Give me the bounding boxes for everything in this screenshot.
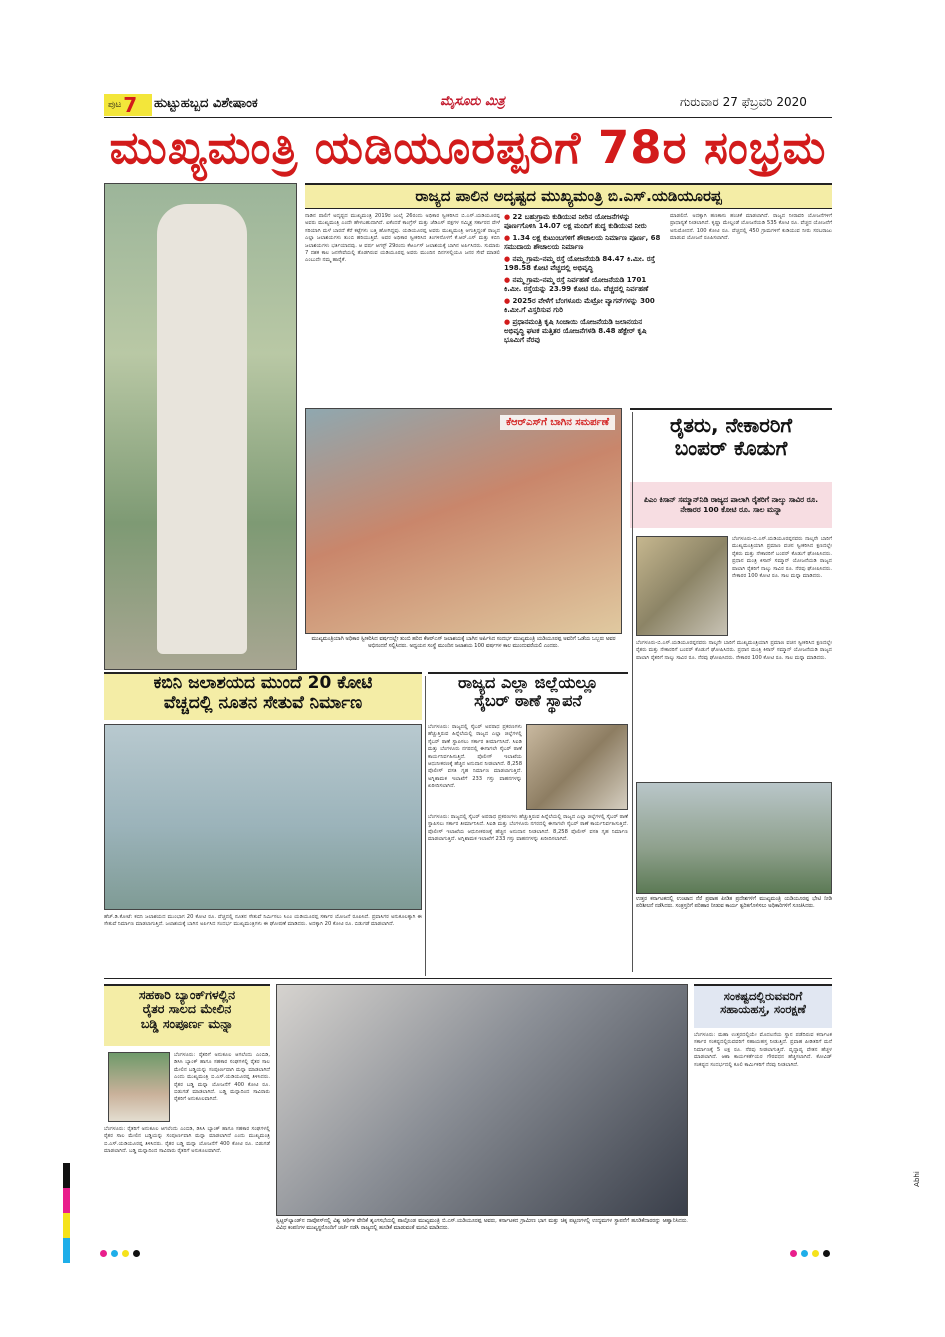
bullet-item: ● ಪ್ರಧಾನಮಂತ್ರಿ ಕೃಷಿ ಸಿಂಚಾಯಿ ಯೋಜನೆಯಡಿ ಜಲಾನಯನ ಅಭಿವೃದ್ಧಿ ಘಟಕ ಮತ್ತಿತರ ಯೋಜನೆಗಳಡಿ 8.48 ಹೆಕ್ಟೇರ್ ಕೃಷಿ ಭೂಮಿಗೆ ನೆರವು <box>504 318 647 344</box>
farmers-headline-line2: ಬಂಪರ್ ಕೊಡುಗೆ <box>674 436 788 460</box>
farmers-body: ಬೆಂಗಳೂರು-ಬಿ.ಎಸ್.ಯಡಿಯೂರಪ್ಪನವರು ನಾಲ್ಕನೇ ಬಾರಿಗೆ ಮುಖ್ಯಮಂತ್ರಿಯಾಗಿ ಪ್ರಮಾಣ ವಚನ ಸ್ವೀಕರಿಸಿದ ಕ್ಷಣದಲ್ಲೇ ರೈತರು ಮತ್ತು ನೇಕಾರರಿಗೆ ಬಂಪರ್ ಕೊಡುಗೆ ಘೋಷಿಸಿದರು. ಪ್ರಧಾನ ಮಂತ್ರಿ ಕಿಸಾನ್ ಸಮ್ಮಾನ್ ಯೋಜನೆಯಡಿ ರಾಜ್ಯದ ಪಾಲಾಗಿ ರೈತರಿಗೆ ನಾಲ್ಕು ಸಾವಿರ ರೂ. ನೆರವು ಘೋಷಿಸಿದರು. ನೇಕಾರರ 100 ಕೋಟಿ ರೂ. ಸಾಲ ಮನ್ನಾ ಮಾಡಿದರು. <box>636 640 832 661</box>
krs-bagina-photo <box>305 408 622 634</box>
farmers-subhead-box <box>630 482 832 528</box>
cyber-body-top: ಬೆಂಗಳೂರು: ರಾಜ್ಯದಲ್ಲಿ ಸೈಬರ್ ಅಪರಾಧ ಪ್ರಕರಣಗಳು ಹೆಚ್ಚುತ್ತಿರುವ ಹಿನ್ನೆಲೆಯಲ್ಲಿ ರಾಜ್ಯದ ಎಲ್ಲಾ ಜಿಲ್ಲೆಗಳಲ್ಲಿ ಸೈಬರ್ ಠಾಣೆ ಸ್ಥಾಪಿಸಲು ಸರ್ಕಾರ ತೀರ್ಮಾನಿಸಿದೆ. ಸಿಐಡಿ ಮತ್ತು ಬೆಂಗಳೂರು ನಗರದಲ್ಲಿ ಈಗಾಗಲೇ ಸೈಬರ್ ಠಾಣೆ ಕಾರ್ಯನಿರ್ವಹಿಸುತ್ತಿದೆ. ಪೊಲೀಸ್ ಇಲಾಖೆಯ ಆಧುನೀಕರಣಕ್ಕೆ ಹೆಚ್ಚಿನ ಅನುದಾನ ನೀಡಲಾಗಿದೆ. 8,258 ಪೊಲೀಸ್ ವಸತಿ ಗೃಹ ನಿರ್ಮಾಣ ಮಾಡಲಾಗುತ್ತಿದೆ. ಅಗ್ನಿಶಾಮಕ ಇಲಾಖೆಗೆ 233 ಗಸ್ತು ವಾಹನಗಳನ್ನು ಖರೀದಿಸಲಾಗಿದೆ. <box>428 724 522 790</box>
cooperative-headline-line3: ಬಡ್ಡಿ ಸಂಪೂರ್ಣ ಮನ್ನಾ <box>140 1015 234 1031</box>
page-label: ಪುಟ <box>108 100 122 110</box>
registration-dot <box>100 1250 107 1257</box>
kabini-headline-box <box>104 672 422 720</box>
cooperative-headline-line1: ಸಹಕಾರಿ ಬ್ಯಾಂಕ್‌ಗಳಲ್ಲಿನ <box>138 987 236 1002</box>
cm-thumbnail-photo <box>108 1052 170 1122</box>
cyber-body: ಬೆಂಗಳೂರು: ರಾಜ್ಯದಲ್ಲಿ ಸೈಬರ್ ಅಪರಾಧ ಪ್ರಕರಣಗಳು ಹೆಚ್ಚುತ್ತಿರುವ ಹಿನ್ನೆಲೆಯಲ್ಲಿ ರಾಜ್ಯದ ಎಲ್ಲಾ ಜಿಲ್ಲೆಗಳಲ್ಲಿ ಸೈಬರ್ ಠಾಣೆ ಸ್ಥಾಪಿಸಲು ಸರ್ಕಾರ ತೀರ್ಮಾನಿಸಿದೆ. ಸಿಐಡಿ ಮತ್ತು ಬೆಂಗಳೂರು ನಗರದಲ್ಲಿ ಈಗಾಗಲೇ ಸೈಬರ್ ಠಾಣೆ ಕಾರ್ಯನಿರ್ವಹಿಸುತ್ತಿದೆ. ಪೊಲೀಸ್ ಇಲಾಖೆಯ ಆಧುನೀಕರಣಕ್ಕೆ ಹೆಚ್ಚಿನ ಅನುದಾನ ನೀಡಲಾಗಿದೆ. 8,258 ಪೊಲೀಸ್ ವಸತಿ ಗೃಹ ನಿರ್ಮಾಣ ಮಾಡಲಾಗುತ್ತಿದೆ. ಅಗ್ನಿಶಾಮಕ ಇಲಾಖೆಗೆ 233 ಗಸ್ತು ವಾಹನಗಳನ್ನು ಖರೀದಿಸಲಾಗಿದೆ. <box>428 814 628 843</box>
farmers-body-side: ಬೆಂಗಳೂರು-ಬಿ.ಎಸ್.ಯಡಿಯೂರಪ್ಪನವರು ನಾಲ್ಕನೇ ಬಾರಿಗೆ ಮುಖ್ಯಮಂತ್ರಿಯಾಗಿ ಪ್ರಮಾಣ ವಚನ ಸ್ವೀಕರಿಸಿದ ಕ್ಷಣದಲ್ಲೇ ರೈತರು ಮತ್ತು ನೇಕಾರರಿಗೆ ಬಂಪರ್ ಕೊಡುಗೆ ಘೋಷಿಸಿದರು. ಪ್ರಧಾನ ಮಂತ್ರಿ ಕಿಸಾನ್ ಸಮ್ಮಾನ್ ಯೋಜನೆಯಡಿ ರಾಜ್ಯದ ಪಾಲಾಗಿ ರೈತರಿಗೆ ನಾಲ್ಕು ಸಾವಿರ ರೂ. ನೆರವು ಘೋಷಿಸಿದರು. ನೇಕಾರರ 100 ಕೋಟಿ ರೂ. ಸಾಲ ಮನ್ನಾ ಮಾಡಿದರು. <box>732 536 832 580</box>
relief-headline-box <box>694 984 832 1028</box>
farmers-subhead: ಪಿಎಂ ಕಿಸಾನ್ ಸಮ್ಮಾನ್‌ನಿಡಿ ರಾಜ್ಯದ ಪಾಲಾಗಿ ರೈತರಿಗೆ ನಾಲ್ಕು ಸಾವಿರ ರೂ. ನೇಕಾರರ 100 ಕೋಟಿ ರೂ. ಸಾಲ ಮನ್ನಾ <box>643 495 819 514</box>
krs-photo-title: ಕೆಆರ್‌ಎಸ್‌ಗೆ ಬಾಗಿನ ಸಮರ್ಪಣೆ <box>500 415 615 430</box>
registration-dot <box>111 1250 118 1257</box>
page-number: 7 <box>123 93 138 117</box>
print-color-bar <box>63 1163 70 1263</box>
cyber-station-photo <box>526 724 628 810</box>
lead-right-column: ಮಾಡಲಿದೆ. ಅದಕ್ಕಾಗಿ ಹಣಕಾಸು ಹಂಚಿಕೆ ಮಾಡಲಾಗಿದೆ. ರಾಜ್ಯದ ನೀರಾವರಿ ಯೋಜನೆಗಳಿಗೆ ಪ್ರಾಧಾನ್ಯತೆ ನೀಡಲಾಗಿದೆ. ಕೃಷ್ಣಾ ಮೇಲ್ದಂಡೆ ಯೋಜನೆಯಡಿ 535 ಕೋಟಿ ರೂ. ವೆಚ್ಚದ ಯೋಜನೆಗೆ ಅನುಮೋದನೆ. 100 ಕೋಟಿ ರೂ. ವೆಚ್ಚದಲ್ಲಿ 450 ಗ್ರಾಮಗಳಿಗೆ ಕುಡಿಯುವ ನೀರು ಸರಬರಾಜು ಮಾಡುವ ಯೋಜನೆ ರೂಪಿಸಲಾಗಿದೆ. <box>670 213 832 242</box>
registration-dot <box>133 1250 140 1257</box>
registration-dot <box>823 1250 830 1257</box>
registration-dots-left <box>100 1250 140 1257</box>
cm-figure <box>157 204 247 654</box>
davos-photo-caption: ಸ್ವಿಟ್ಜರ್‌ಲ್ಯಾಂಡ್‌ನ ದಾವೋಸ್‌ನಲ್ಲಿ ವಿಶ್ವ ಆರ್ಥಿಕ ವೇದಿಕೆ ಶೃಂಗಸಭೆಯಲ್ಲಿ ಪಾಲ್ಗೊಂಡ ಮುಖ್ಯಮಂತ್ರಿ ಬಿ.ಎಸ್.ಯಡಿಯೂರಪ್ಪ ಅವರು, ಕರ್ನಾಟಕದ ಗ್ರಾಮೀಣ ಭಾಗ ಮತ್ತು ಚಿಕ್ಕ ಪಟ್ಟಣಗಳಲ್ಲಿ ಉದ್ಯಮಗಳ ಸ್ಥಾಪನೆಗೆ ಹೂಡಿಕೆದಾರರನ್ನು ಆಹ್ವಾನಿಸಿದರು. ವಿವಿಧ ಕಂಪನಿಗಳ ಮುಖ್ಯಸ್ಥರೊಂದಿಗೆ ಚರ್ಚೆ ನಡೆಸಿ ರಾಜ್ಯದಲ್ಲಿ ಹೂಡಿಕೆ ಮಾಡುವಂತೆ ಮನವಿ ಮಾಡಿದರು. <box>276 1218 688 1231</box>
dateline: ಗುರುವಾರ 27 ಫೆಬ್ರವರಿ 2020 <box>680 95 807 109</box>
farmers-headline-box <box>630 408 832 480</box>
cyber-headline-line1: ರಾಜ್ಯದ ಎಲ್ಲಾ ಜಿಲ್ಲೆಯಲ್ಲೂ <box>457 673 599 692</box>
cooperative-body: ಬೆಂಗಳೂರು: ರೈತರಿಗೆ ಅನುಕೂಲ ಆಗಲೆಂದು ಎಂಬಿಡಿ, ಡಿಸಿಸಿ ಬ್ಯಾಂಕ್ ಹಾಗೂ ಸಹಕಾರ ಸಂಘಗಳಲ್ಲಿ ರೈತರ ಸಾಲ ಮೇಲಿನ ಬಡ್ಡಿಯನ್ನು ಸಂಪೂರ್ಣವಾಗಿ ಮನ್ನಾ ಮಾಡಲಾಗಿದೆ ಎಂದು ಮುಖ್ಯಮಂತ್ರಿ ಬಿ.ಎಸ್.ಯಡಿಯೂರಪ್ಪ ತಿಳಿಸಿದರು. ರೈತರ ಬಡ್ಡಿ ಮನ್ನಾ ಯೋಜನೆಗೆ 400 ಕೋಟಿ ರೂ. ಬಿಡುಗಡೆ ಮಾಡಲಾಗಿದೆ. ಬಡ್ಡಿ ಮನ್ನಾದಿಂದ ಸಾವಿರಾರು ರೈತರಿಗೆ ಅನುಕೂಲವಾಗಿದೆ. <box>104 1126 270 1155</box>
bullet-item: ● 2025ರ ವೇಳೆಗೆ ಬೆಂಗಳೂರು ಮೆಟ್ರೋ ವ್ಯಾಗನ್‌ಗಳನ್ನು 300 ಕಿ.ಮೀ.ಗೆ ವಿಸ್ತರಿಸುವ ಗುರಿ <box>504 297 655 314</box>
flood-visit-photo <box>636 782 832 894</box>
section-divider <box>104 978 832 979</box>
krs-photo-caption: ಮುಖ್ಯಮಂತ್ರಿಯಾಗಿ ಅಧಿಕಾರ ಸ್ವೀಕರಿಸಿದ ವರ್ಷದಲ್ಲೇ ತುಂಬಿ ಹರಿದ ಕೆಆರ್‌ಎಸ್ ಜಲಾಶಯಕ್ಕೆ ಬಾಗಿನ ಅರ್ಪಿಸಿದ ಸಂದರ್ಭ ಮುಖ್ಯಮಂತ್ರಿ ಯಡಿಯೂರಪ್ಪ ಅವರಿಗೆ ಒಡೆಯ ಒಬ್ಬರು ಅವರ ಅಭಿನಂದನೆ ಸಲ್ಲಿಸಿದರು. ಅಧ್ಯಯನ ಸಂಸ್ಥೆ ಮುಂದಿನ ಜಲಾಶಯ 100 ವರ್ಷಗಳ ಕಾಲ ಮುಂದುವರೆಯಲಿ ಎಂದರು. <box>311 636 616 649</box>
registration-dot <box>812 1250 819 1257</box>
column-divider <box>632 412 633 972</box>
kabini-body: ಹೆಚ್.ಡಿ.ಕೋಟೆ: ಕಬಿನಿ ಜಲಾಶಯದ ಮುಂಭಾಗ 20 ಕೋಟಿ ರೂ. ವೆಚ್ಚದಲ್ಲಿ ನೂತನ ಸೇತುವೆ ನಿರ್ಮಿಸಲು ಸಿಎಂ ಯಡಿಯೂರಪ್ಪ ಸರ್ಕಾರ ಯೋಜನೆ ರೂಪಿಸಿದೆ. ಪ್ರವಾಸಿಗರ ಅನುಕೂಲಕ್ಕಾಗಿ ಈ ಸೇತುವೆ ನಿರ್ಮಾಣ ಮಾಡಲಾಗುತ್ತಿದೆ. ಜಲಾಶಯಕ್ಕೆ ಬಾಗಿನ ಅರ್ಪಿಸಿದ ಸಂದರ್ಭ ಮುಖ್ಯಮಂತ್ರಿಗಳು ಈ ಘೋಷಣೆ ಮಾಡಿದರು. ಅದಕ್ಕಾಗಿ 20 ಕೋಟಿ ರೂ. ಬಿಡುಗಡೆ ಮಾಡಲಾಗಿದೆ. <box>104 914 422 928</box>
davos-meeting-photo <box>276 984 688 1216</box>
cooperative-headline-box <box>104 984 270 1046</box>
registration-dots-right <box>790 1250 830 1257</box>
bullet-item: ● ನಮ್ಮ ಗ್ರಾಮ-ನಮ್ಮ ರಸ್ತೆ ನಿರ್ವಹಣೆ ಯೋಜನೆಯಡಿ 1701 ಕಿ.ಮೀ. ರಸ್ತೆಯನ್ನು 23.99 ಕೋಟಿ ರೂ. ವೆಚ್ಚದಲ್ಲಿ ನಿರ್ವಹಣೆ <box>504 276 649 293</box>
page-number-badge <box>104 94 152 116</box>
kabini-headline-line1: ಕಬಿನಿ ಜಲಾಶಯದ ಮುಂದೆ 20 ಕೋಟಿ <box>153 673 373 693</box>
lead-body: ನಾಡಿನ ಪಾಲಿಗೆ ಅದೃಷ್ಟದ ಮುಖ್ಯಮಂತ್ರಿ 2019ರ ಜುಲೈ 26ರಂದು ಅಧಿಕಾರ ಸ್ವೀಕರಿಸಿದ ಬಿ.ಎಸ್.ಯಡಿಯೂರಪ್ಪ ಅವರು ಮುಖ್ಯಮಂತ್ರಿ ಎಂದೇ ಹೇಳಬಹುದಾಗಿದೆ. ಏಕೆಂದರೆ ಕಾಂಗ್ರೆಸ್ ಮತ್ತು ಜೆಡಿಎಸ್ ಪಕ್ಷಗಳ ಸಮ್ಮಿಶ್ರ ಸರ್ಕಾರದ ವೇಳೆ ಸರಿಯಾಗಿ ಮಳೆ ಬಾರದೆ ಕೆರೆ ಕಟ್ಟೆಗಳು ಬತ್ತಿ ಹೋಗಿದ್ದವು. ಯಡಿಯೂರಪ್ಪ ಅವರು ಮುಖ್ಯಮಂತ್ರಿ ಆಗುತ್ತಿದ್ದಂತೆ ರಾಜ್ಯದ ಎಲ್ಲಾ ಜಲಾಶಯಗಳು ತುಂಬಿ ಹರಿಯುತ್ತಿವೆ. ಅವರ ಅಧಿಕಾರ ಸ್ವೀಕರಿಸಿದ ತಿಂಗಳಿನೊಳಗೆ ಕೆ.ಆರ್.ಎಸ್ ಮತ್ತು ಕಬಿನಿ ಜಲಾಶಯಗಳು ಭರ್ತಿಯಾದವು. ಆ ವರ್ಷ ಆಗಸ್ಟ್ 29ರಂದು ಕೆಆರ್ಎಸ್ ಜಲಾಶಯಕ್ಕೆ ಬಾಗಿನ ಅರ್ಪಿಸಿದರು. ಸುಮಾರು 7 ದಶಕ ಕಾಲ ಜನಸೇವೆಯಲ್ಲಿ ತೊಡಗಿರುವ ಯಡಿಯೂರಪ್ಪ ಅವರು ಮುಂದಿನ ದಿನಗಳಲ್ಲಿಯೂ ಜನರ ಸೇವೆ ಮಾಡಲಿ ಎಂಬುದೇ ನಮ್ಮ ಹಾರೈಕೆ. <box>305 213 500 264</box>
designer-mark: Abhi <box>912 1171 921 1187</box>
flood-photo-caption: ಉತ್ತರ ಕರ್ನಾಟಕದಲ್ಲಿ ಉಂಟಾದ ನೆರೆ ಪ್ರವಾಹ ಪೀಡಿತ ಪ್ರದೇಶಗಳಿಗೆ ಮುಖ್ಯಮಂತ್ರಿ ಯಡಿಯೂರಪ್ಪ ಭೇಟಿ ನೀಡಿ ಪರಿಶೀಲನೆ ನಡೆಸಿದರು. ಸಂತ್ರಸ್ತರಿಗೆ ಪರಿಹಾರ ನೀಡುವ ಕಾರ್ಯ ತ್ವರಿತಗೊಳಿಸಲು ಅಧಿಕಾರಿಗಳಿಗೆ ಸೂಚಿಸಿದರು. <box>636 896 832 909</box>
cooperative-body-side: ಬೆಂಗಳೂರು: ರೈತರಿಗೆ ಅನುಕೂಲ ಆಗಲೆಂದು ಎಂಬಿಡಿ, ಡಿಸಿಸಿ ಬ್ಯಾಂಕ್ ಹಾಗೂ ಸಹಕಾರ ಸಂಘಗಳಲ್ಲಿ ರೈತರ ಸಾಲ ಮೇಲಿನ ಬಡ್ಡಿಯನ್ನು ಸಂಪೂರ್ಣವಾಗಿ ಮನ್ನಾ ಮಾಡಲಾಗಿದೆ ಎಂದು ಮುಖ್ಯಮಂತ್ರಿ ಬಿ.ಎಸ್.ಯಡಿಯೂರಪ್ಪ ತಿಳಿಸಿದರು. ರೈತರ ಬಡ್ಡಿ ಮನ್ನಾ ಯೋಜನೆಗೆ 400 ಕೋಟಿ ರೂ. ಬಿಡುಗಡೆ ಮಾಡಲಾಗಿದೆ. ಬಡ್ಡಿ ಮನ್ನಾದಿಂದ ಸಾವಿರಾರು ರೈತರಿಗೆ ಅನುಕೂಲವಾಗಿದೆ. <box>174 1052 270 1103</box>
kabini-bagina-photo <box>104 724 422 910</box>
relief-headline-line2: ಸಹಾಯಹಸ್ತ, ಸಂರಕ್ಷಣೆ <box>720 1002 806 1017</box>
newspaper-logo: ಮೈಸೂರು ಮಿತ್ರ <box>440 94 505 109</box>
registration-dot <box>122 1250 129 1257</box>
main-headline: ಮುಖ್ಯಮಂತ್ರಿ ಯಡಿಯೂರಪ್ಪರಿಗೆ 78ರ ಸಂಭ್ರಮ <box>109 121 827 174</box>
registration-dot <box>801 1250 808 1257</box>
cm-portrait-photo <box>104 183 297 670</box>
bullet-item: ● ನಮ್ಮ ಗ್ರಾಮ-ನಮ್ಮ ರಸ್ತೆ ಯೋಜನೆಯಡಿ 84.47 ಕಿ.ಮೀ. ರಸ್ತೆ 198.58 ಕೋಟಿ ವೆಚ್ಚದಲ್ಲಿ ಅಭಿವೃದ್ಧಿ <box>504 255 655 272</box>
section-label: ಹುಟ್ಟುಹಬ್ಬದ ವಿಶೇಷಾಂಕ <box>154 96 258 111</box>
bullet-item: ● 22 ಬಹುಗ್ರಾಮ ಕುಡಿಯುವ ನೀರಿನ ಯೋಜನೆಗಳನ್ನು ಪೂರ್ಣಗೊಳಿಸಿ 14.07 ಲಕ್ಷ ಮಂದಿಗೆ ಶುದ್ಧ ಕುಡಿಯುವ ನೀರು <box>504 213 647 230</box>
relief-body: ಬೆಂಗಳೂರು: ಮಹಾ ಉತ್ತರದಲ್ಲಿಯೇ ಮೊದಲನೆಯ ಸ್ಥಾನ ಪಡೆದಿರುವ ಕರ್ನಾಟಕ ಸರ್ಕಾರ ಸಂಕಷ್ಟದಲ್ಲಿರುವವರಿಗೆ ಸಹಾಯಹಸ್ತ ನೀಡುತ್ತಿದೆ. ಪ್ರವಾಹ ಪೀಡಿತರಿಗೆ ಮನೆ ನಿರ್ಮಾಣಕ್ಕೆ 5 ಲಕ್ಷ ರೂ. ನೆರವು ನೀಡಲಾಗುತ್ತಿದೆ. ವೃದ್ಧಾಪ್ಯ ವೇತನ ಹೆಚ್ಚಳ ಮಾಡಲಾಗಿದೆ. ಆಶಾ ಕಾರ್ಯಕರ್ತೆಯರ ಗೌರವಧನ ಹೆಚ್ಚಿಸಲಾಗಿದೆ. ಕೋವಿಡ್ ಸಂಕಷ್ಟದ ಸಂದರ್ಭದಲ್ಲಿ ಕೂಲಿ ಕಾರ್ಮಿಕರಿಗೆ ನೆರವು ನೀಡಲಾಗಿದೆ. <box>694 1032 832 1068</box>
column-divider <box>425 676 426 976</box>
kabini-headline-line2: ವೆಚ್ಚದಲ್ಲಿ ನೂತನ ಸೇತುವೆ ನಿರ್ಮಾಣ <box>163 692 363 713</box>
lead-headline: ರಾಜ್ಯದ ಪಾಲಿನ ಅದೃಷ್ಟದ ಮುಖ್ಯಮಂತ್ರಿ ಬಿ.ಎಸ್.ಯಡಿಯೂರಪ್ಪ <box>415 186 722 205</box>
lead-bullets <box>504 213 664 403</box>
lead-headline-box <box>305 183 832 209</box>
cooperative-headline-line2: ರೈತರ ಸಾಲದ ಮೇಲಿನ <box>142 1001 232 1017</box>
relief-headline-line1: ಸಂಕಷ್ಟದಲ್ಲಿರುವವರಿಗೆ <box>723 989 803 1003</box>
weaver-photo <box>636 536 728 636</box>
cyber-headline-line2: ಸೈಬರ್ ಠಾಣೆ ಸ್ಥಾಪನೆ <box>474 691 582 711</box>
registration-dot <box>790 1250 797 1257</box>
cyber-headline-box <box>428 672 628 720</box>
farmers-headline-line1: ರೈತರು, ನೇಕಾರರಿಗೆ <box>669 413 793 437</box>
bullet-item: ● 1.34 ಲಕ್ಷ ಕುಟುಂಬಗಳಿಗೆ ಶೌಚಾಲಯ ನಿರ್ಮಾಣ ಪೂರ್ಣ, 68 ಸಮುದಾಯ ಶೌಚಾಲಯ ನಿರ್ಮಾಣ <box>504 234 661 251</box>
